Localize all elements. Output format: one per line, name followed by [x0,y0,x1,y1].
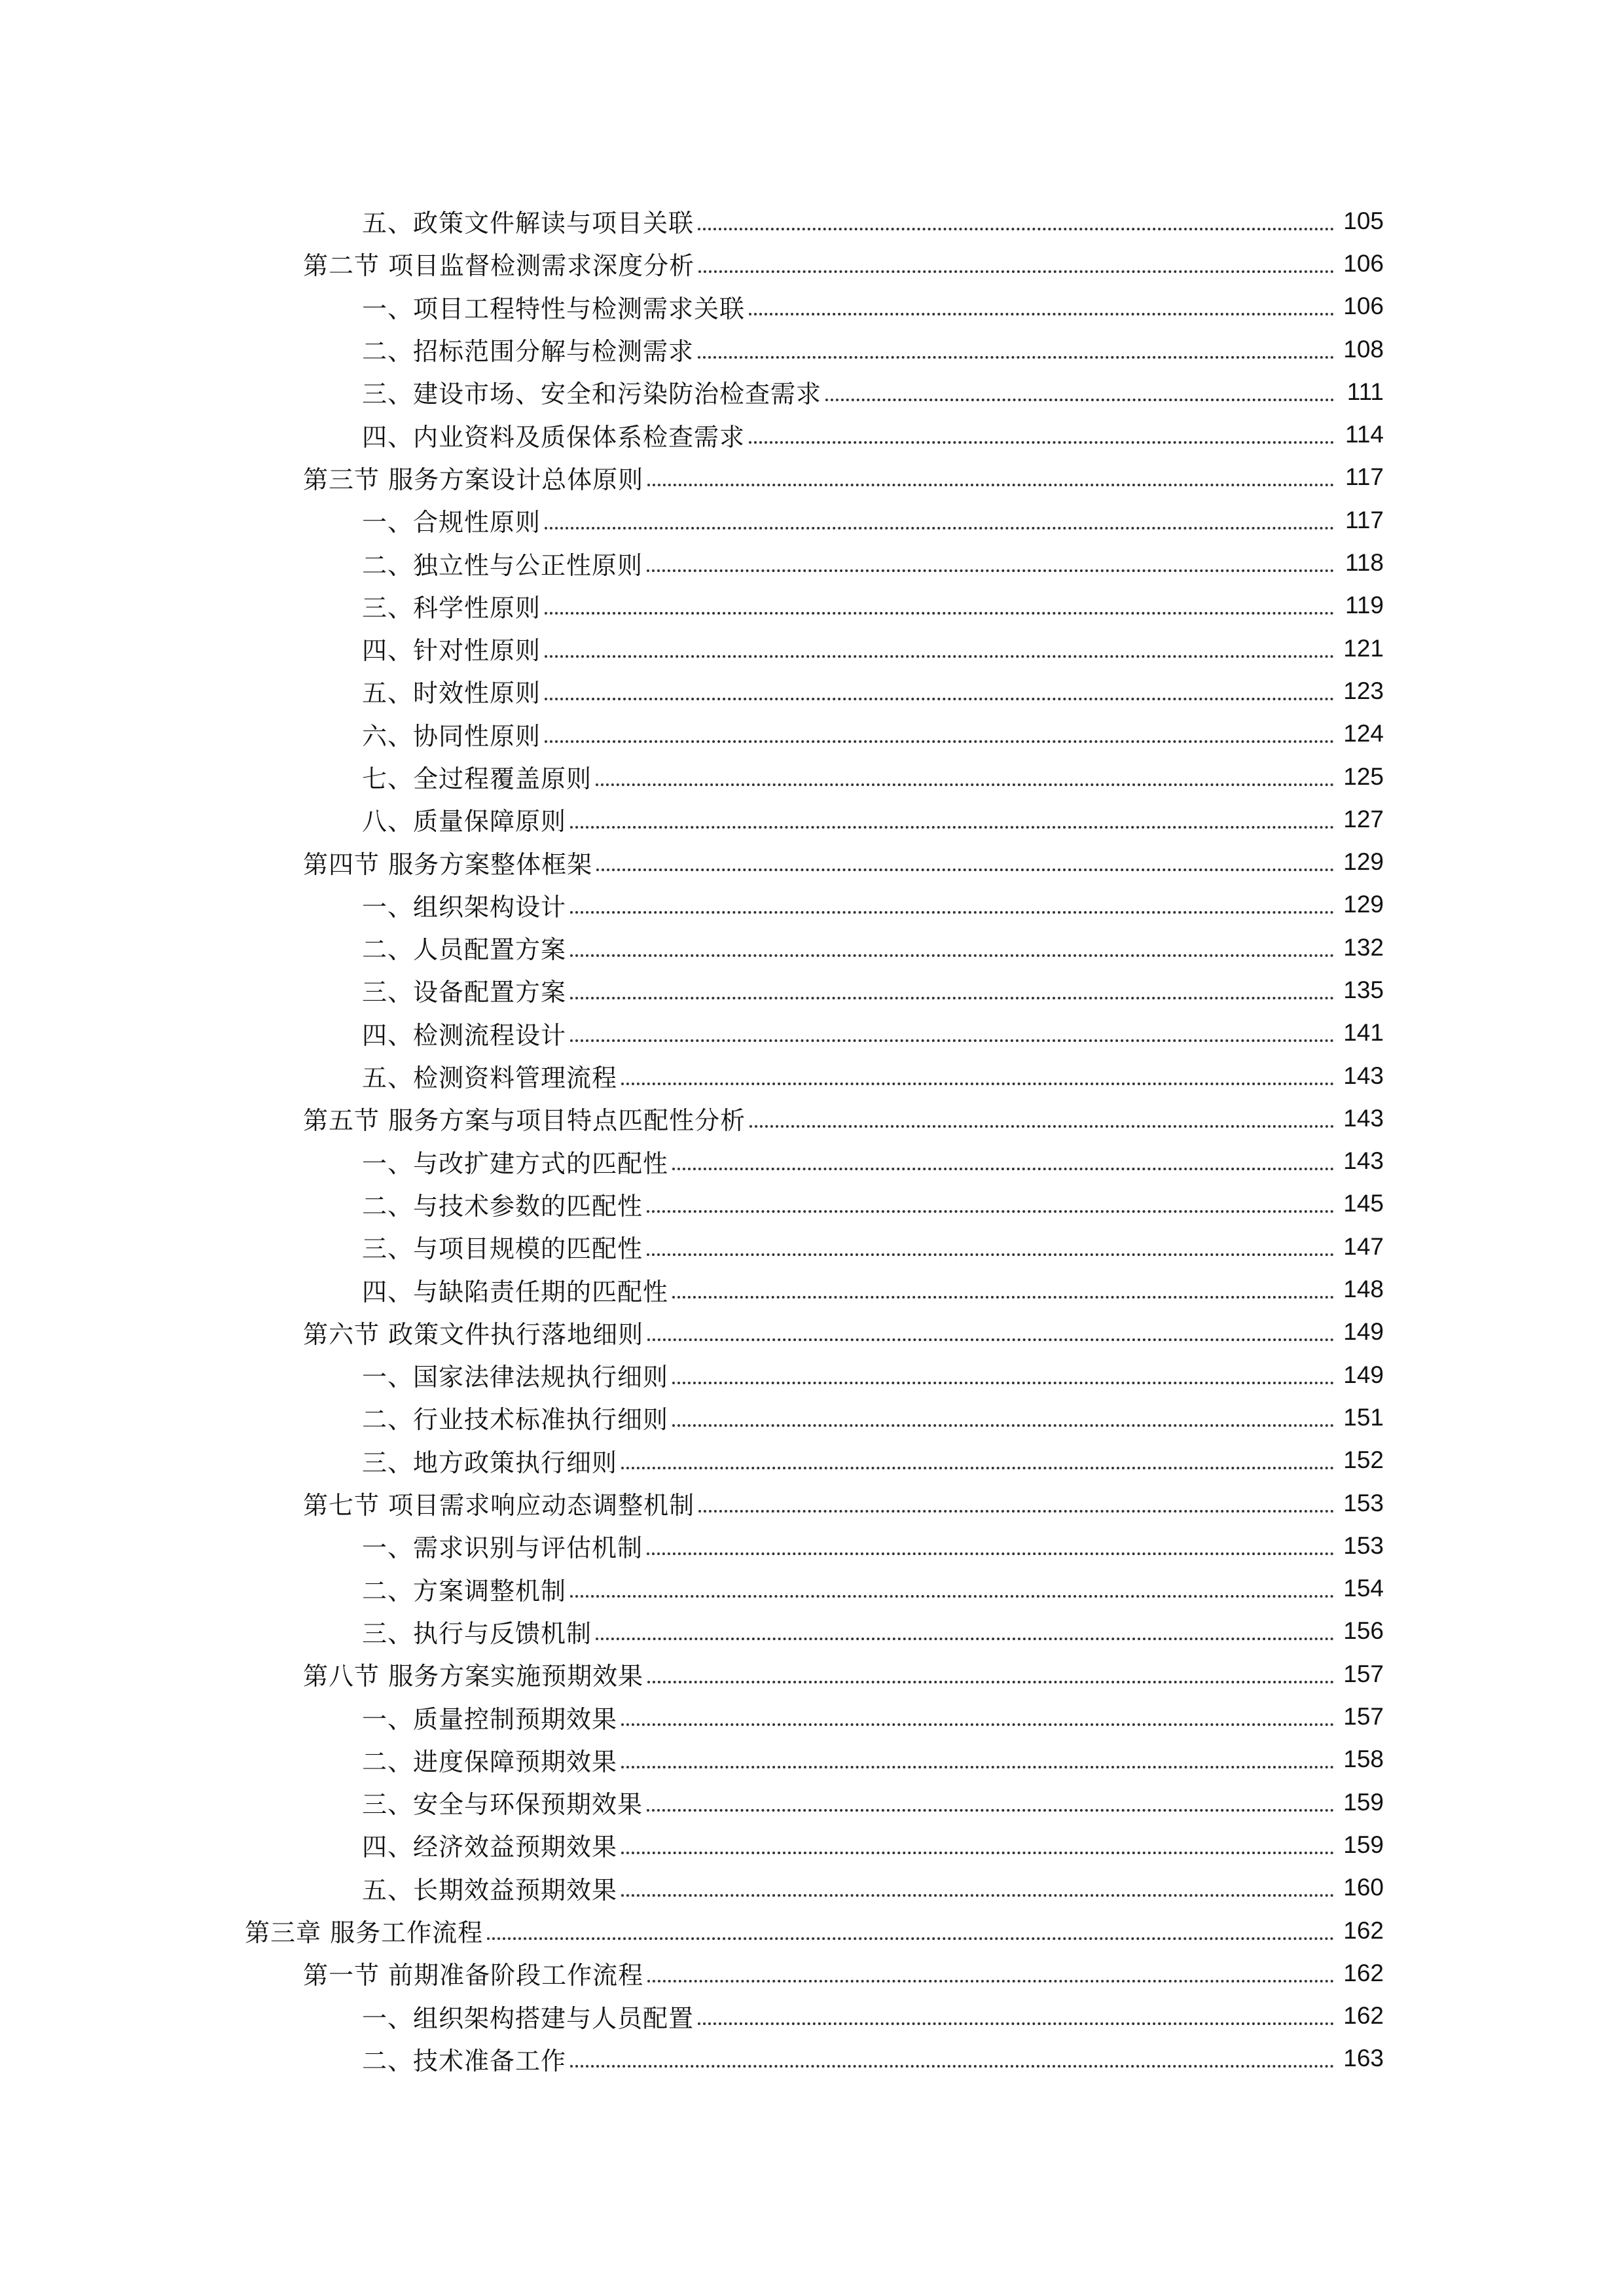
toc-entry-title: 四、与缺陷责任期的匹配性 [362,1277,669,1306]
toc-entry-title: 第五节 服务方案与项目特点匹配性分析 [303,1106,746,1136]
toc-entry-page-number: 158 [1343,1746,1384,1773]
dot-leader [672,1424,1334,1427]
toc-entry-title: 第八节 服务方案实施预期效果 [303,1662,644,1691]
toc-entry[interactable] [0,1823,1624,1866]
toc-entry-page-number: 127 [1343,805,1384,833]
toc-entry-title: 第二节 项目监督检测需求深度分析 [303,251,695,281]
toc-entry-title: 四、经济效益预期效果 [362,1833,618,1862]
toc-entry[interactable] [0,1311,1624,1354]
toc-entry[interactable] [0,670,1624,712]
toc-entry[interactable] [0,1225,1624,1268]
toc-entry-page-number: 117 [1345,506,1384,533]
dot-leader [647,569,1334,572]
toc-entry[interactable] [0,627,1624,670]
toc-entry-title: 七、全过程覆盖原则 [362,764,592,793]
dot-leader [545,527,1334,529]
toc-entry[interactable] [0,926,1624,969]
toc-entry-title: 二、独立性与公正性原则 [362,550,643,580]
toc-entry-title: 二、人员配置方案 [362,935,567,965]
toc-entry-title: 一、组织架构搭建与人员配置 [362,2003,695,2033]
toc-entry[interactable] [0,840,1624,883]
toc-entry-title: 三、建设市场、安全和污染防治检查需求 [362,380,822,409]
toc-entry[interactable] [0,328,1624,370]
toc-entry-page-number: 163 [1343,2045,1384,2072]
toc-entry-page-number: 152 [1343,1446,1384,1474]
dot-leader [647,484,1334,486]
dot-leader [698,356,1334,359]
toc-entry[interactable] [0,1396,1624,1439]
toc-entry-title: 二、进度保障预期效果 [362,1747,618,1776]
dot-leader [596,783,1334,786]
toc-entry-title: 四、检测流程设计 [362,1020,567,1050]
toc-entry-title: 一、质量控制预期效果 [362,1704,618,1734]
toc-entry[interactable] [0,1268,1624,1310]
toc-entry-page-number: 105 [1343,207,1384,234]
toc-entry-title: 五、长期效益预期效果 [362,1875,618,1905]
toc-entry-title: 一、与改扩建方式的匹配性 [362,1149,669,1178]
toc-entry-title: 一、需求识别与评估机制 [362,1534,643,1563]
toc-entry-page-number: 129 [1343,891,1384,918]
toc-entry-page-number: 106 [1343,249,1384,277]
toc-entry-page-number: 154 [1343,1575,1384,1602]
dot-leader [570,997,1334,999]
dot-leader [596,1638,1334,1640]
toc-entry[interactable] [0,285,1624,328]
toc-entry[interactable] [0,1653,1624,1695]
toc-entry-page-number: 162 [1343,1959,1384,1986]
toc-entry[interactable] [0,413,1624,456]
toc-entry-title: 一、合规性原则 [362,508,541,537]
toc-entry-page-number: 114 [1345,421,1384,448]
toc-entry-page-number: 151 [1343,1403,1384,1431]
toc-entry-title: 四、内业资料及质保体系检查需求 [362,422,746,452]
dot-leader [545,740,1334,743]
toc-entry-title: 第七节 项目需求响应动态调整机制 [303,1491,695,1520]
dot-leader [570,1039,1334,1042]
toc-entry[interactable] [0,1695,1624,1738]
toc-entry-page-number: 160 [1343,1874,1384,1901]
dot-leader [487,1937,1334,1940]
toc-entry-page-number: 135 [1343,976,1384,1003]
toc-entry[interactable] [0,456,1624,499]
toc-entry-page-number: 108 [1343,335,1384,363]
dot-leader [621,1766,1334,1768]
toc-entry-title: 第一节 前期准备阶段工作流程 [303,1961,644,1990]
dot-leader [647,1681,1334,1683]
toc-entry[interactable] [0,1439,1624,1482]
toc-entry-title: 二、技术准备工作 [362,2046,567,2075]
toc-entry[interactable] [0,499,1624,541]
dot-leader [698,270,1334,273]
toc-entry-page-number: 157 [1343,1660,1384,1687]
dot-leader [570,954,1334,957]
dot-leader [698,228,1334,230]
toc-entry[interactable] [0,1994,1624,2037]
dot-leader [647,1253,1334,1256]
dot-leader [596,869,1334,871]
dot-leader [570,826,1334,829]
toc-entry[interactable] [0,1524,1624,1567]
toc-entry[interactable] [0,370,1624,413]
toc-entry-page-number: 153 [1343,1489,1384,1516]
dot-leader [825,399,1334,401]
toc-entry-page-number: 118 [1345,549,1384,577]
toc-entry-page-number: 143 [1343,1147,1384,1175]
dot-leader [672,1168,1334,1170]
dot-leader [672,1296,1334,1299]
toc-entry-title: 六、协同性原则 [362,721,541,751]
toc-entry[interactable] [0,884,1624,926]
toc-entry[interactable] [0,1909,1624,1952]
dot-leader [672,1382,1334,1384]
dot-leader [545,612,1334,615]
dot-leader [621,1467,1334,1469]
toc-entry[interactable] [0,1610,1624,1653]
toc-entry-title: 三、设备配置方案 [362,978,567,1007]
toc-entry[interactable] [0,242,1624,285]
toc-entry[interactable] [0,1482,1624,1524]
toc-entry-title: 一、组织架构设计 [362,892,567,922]
toc-entry-page-number: 123 [1343,677,1384,704]
toc-entry-title: 一、国家法律法规执行细则 [362,1363,669,1392]
dot-leader [647,1552,1334,1555]
toc-entry-page-number: 119 [1345,592,1384,619]
toc-entry[interactable] [0,1097,1624,1139]
toc-entry-page-number: 141 [1343,1019,1384,1047]
toc-entry-page-number: 162 [1343,2002,1384,2030]
toc-entry-page-number: 143 [1343,1104,1384,1132]
toc-entry[interactable] [0,1781,1624,1823]
toc-entry[interactable] [0,713,1624,755]
toc-entry-title: 二、方案调整机制 [362,1576,567,1605]
toc-entry-page-number: 117 [1345,463,1384,491]
dot-leader [621,1852,1334,1854]
toc-entry-title: 第六节 政策文件执行落地细则 [303,1319,644,1349]
toc-entry-title: 八、质量保障原则 [362,807,567,836]
toc-entry-page-number: 145 [1343,1190,1384,1217]
toc-entry[interactable] [0,798,1624,840]
toc-entry-title: 三、与项目规模的匹配性 [362,1234,643,1264]
toc-entry-title: 二、招标范围分解与检测需求 [362,337,695,367]
toc-entry-page-number: 111 [1346,378,1384,405]
toc-entry-title: 三、科学性原则 [362,593,541,622]
dot-leader [647,1338,1334,1341]
toc-entry-page-number: 157 [1343,1703,1384,1731]
toc-entry-title: 一、项目工程特性与检测需求关联 [362,294,746,323]
dot-leader [698,1510,1334,1513]
dot-leader [545,655,1334,658]
toc-entry[interactable] [0,1867,1624,1909]
dot-leader [698,2022,1334,2025]
dot-leader [621,1083,1334,1085]
toc-entry[interactable] [0,2037,1624,2080]
toc-entry[interactable] [0,1140,1624,1183]
toc-entry[interactable] [0,1738,1624,1781]
toc-entry-page-number: 159 [1343,1788,1384,1816]
toc-entry-title: 第四节 服务方案整体框架 [303,850,593,879]
toc-entry[interactable] [0,755,1624,798]
toc-entry-title: 三、地方政策执行细则 [362,1448,618,1477]
toc-entry-page-number: 124 [1343,720,1384,747]
dot-leader [749,441,1334,444]
toc-entry-page-number: 149 [1343,1318,1384,1346]
toc-entry[interactable] [0,1952,1624,1994]
toc-entry-page-number: 143 [1343,1062,1384,1089]
toc-entry-title: 第三节 服务方案设计总体原则 [303,465,644,494]
toc-entry[interactable] [0,541,1624,584]
dot-leader [621,1894,1334,1897]
toc-entry[interactable] [0,1354,1624,1396]
toc-entry-page-number: 121 [1343,634,1384,662]
dot-leader [749,313,1334,315]
toc-entry[interactable] [0,969,1624,1011]
dot-leader [647,1980,1334,1982]
toc-entry-title: 三、安全与环保预期效果 [362,1790,643,1820]
toc-entry-page-number: 159 [1343,1831,1384,1858]
toc-entry-title: 二、与技术参数的匹配性 [362,1191,643,1221]
toc-entry[interactable] [0,1568,1624,1610]
dot-leader [570,2065,1334,2068]
dot-leader [647,1809,1334,1812]
toc-entry-title: 三、执行与反馈机制 [362,1619,592,1648]
dot-leader [621,1723,1334,1726]
toc-entry-page-number: 129 [1343,848,1384,876]
toc-entry[interactable] [0,1183,1624,1225]
dot-leader [570,911,1334,914]
toc-entry-page-number: 153 [1343,1532,1384,1559]
toc-entry-title: 五、政策文件解读与项目关联 [362,209,695,238]
toc-entry[interactable] [0,200,1624,242]
dot-leader [570,1595,1334,1598]
toc-entry-page-number: 106 [1343,293,1384,320]
toc-entry-title: 第三章 服务工作流程 [245,1918,484,1948]
toc-entry-page-number: 149 [1343,1361,1384,1388]
toc-entry-page-number: 132 [1343,933,1384,961]
dot-leader [545,698,1334,700]
table-of-contents [0,200,1624,2080]
dot-leader [647,1210,1334,1213]
toc-entry-page-number: 125 [1343,762,1384,790]
toc-entry-page-number: 162 [1343,1916,1384,1944]
toc-entry-title: 二、行业技术标准执行细则 [362,1405,669,1435]
toc-entry-page-number: 148 [1343,1276,1384,1303]
toc-entry[interactable] [0,1054,1624,1097]
toc-entry[interactable] [0,584,1624,627]
toc-entry-title: 五、检测资料管理流程 [362,1064,618,1093]
toc-entry-title: 五、时效性原则 [362,679,541,708]
toc-entry-title: 四、针对性原则 [362,636,541,666]
toc-entry-page-number: 147 [1343,1232,1384,1260]
dot-leader [749,1125,1334,1128]
toc-entry[interactable] [0,1012,1624,1054]
toc-entry-page-number: 156 [1343,1617,1384,1645]
